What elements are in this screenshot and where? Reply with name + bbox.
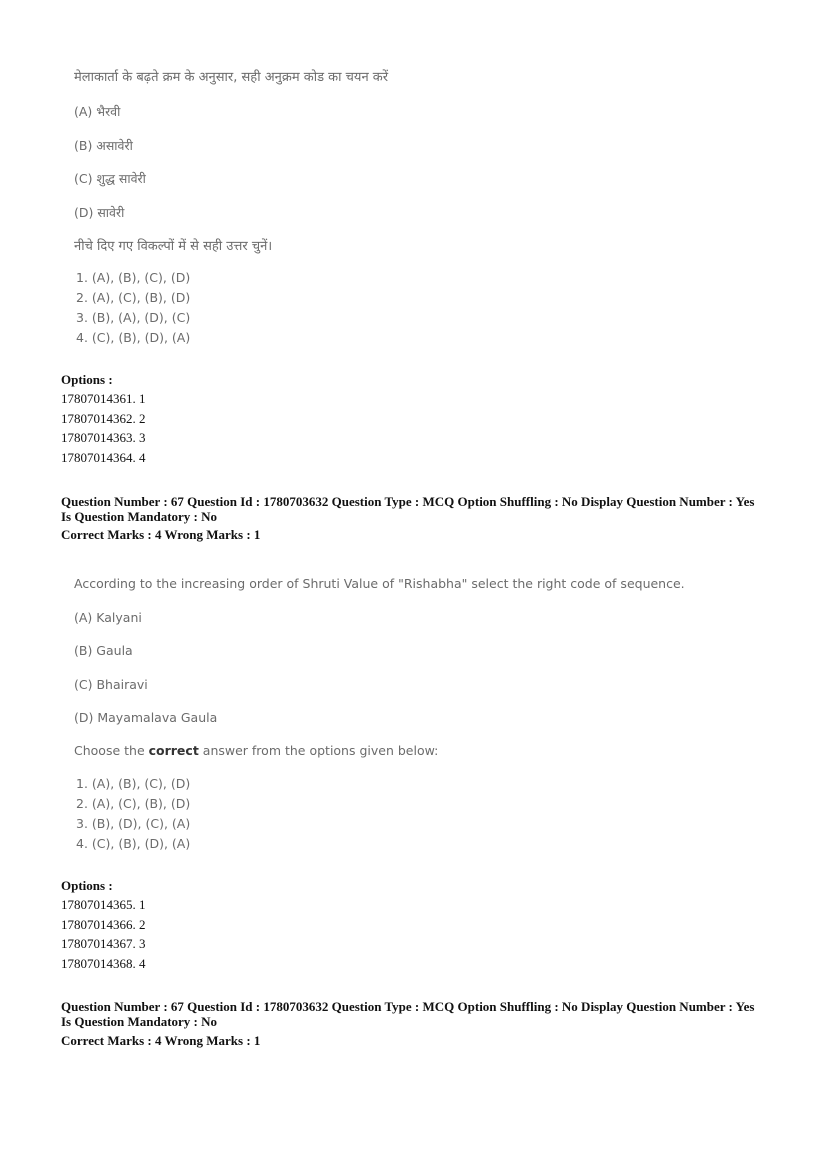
question-item-d: (D) Mayamalava Gaula	[74, 710, 218, 725]
question-meta-line: Question Number : 67 Question Id : 1780703632 Question Type : MCQ Option Shuffling : No Display Question Number : Yes	[61, 999, 755, 1014]
answer-choice: 3. (B), (D), (C), (A)	[76, 816, 191, 831]
options-label: Options :	[61, 878, 113, 893]
answer-list	[76, 774, 190, 854]
option-id: 17807014367. 3	[61, 936, 146, 951]
option-id: 17807014366. 2	[61, 917, 146, 932]
question-instruction	[74, 743, 438, 758]
option-id: 17807014365. 1	[61, 897, 146, 912]
question-item-a: (A) Kalyani	[74, 610, 142, 625]
option-id: 17807014362. 2	[61, 411, 146, 426]
question-item-c: (C) Bhairavi	[74, 677, 148, 692]
question-stem: According to the increasing order of Shruti Value of "Rishabha" select the right code of sequence.	[74, 576, 685, 591]
question-mandatory: Is Question Mandatory : No	[61, 1014, 218, 1029]
question-item-d: (D) सावेरी	[74, 205, 125, 220]
question-item-c: (C) शुद्ध सावेरी	[74, 171, 146, 186]
option-id: 17807014364. 4	[61, 450, 146, 465]
option-id: 17807014361. 1	[61, 391, 146, 406]
answer-choice: 1. (A), (B), (C), (D)	[76, 776, 191, 791]
instruction-pre: Choose the	[74, 743, 149, 758]
answer-choice: 2. (A), (C), (B), (D)	[76, 796, 191, 811]
question-mandatory: Is Question Mandatory : No	[61, 509, 218, 524]
question-item-b: (B) असावेरी	[74, 138, 133, 153]
answer-choice: 4. (C), (B), (D), (A)	[76, 836, 191, 851]
answer-choice: 2. (A), (C), (B), (D)	[76, 290, 191, 305]
option-id: 17807014368. 4	[61, 956, 146, 971]
question-marks: Correct Marks : 4 Wrong Marks : 1	[61, 527, 261, 542]
instruction-post: answer from the options given below:	[198, 743, 439, 758]
question-stem: मेलाकार्ता के बढ़ते क्रम के अनुसार, सही अनुक्रम कोड का चयन करें	[74, 70, 389, 85]
question-item-b: (B) Gaula	[74, 643, 133, 658]
question-instruction: नीचे दिए गए विकल्पों में से सही उत्तर चुनें।	[74, 239, 273, 254]
answer-choice: 3. (B), (A), (D), (C)	[76, 310, 191, 325]
answer-list	[76, 268, 190, 348]
options-label: Options :	[61, 372, 113, 387]
question-marks: Correct Marks : 4 Wrong Marks : 1	[61, 1033, 261, 1048]
answer-choice: 4. (C), (B), (D), (A)	[76, 330, 191, 345]
question-item-a: (A) भैरवी	[74, 104, 121, 119]
instruction-emphasis: correct	[148, 743, 199, 758]
option-id: 17807014363. 3	[61, 430, 146, 445]
question-meta-line: Question Number : 67 Question Id : 1780703632 Question Type : MCQ Option Shuffling : No Display Question Number : Yes	[61, 494, 755, 509]
answer-choice: 1. (A), (B), (C), (D)	[76, 270, 191, 285]
